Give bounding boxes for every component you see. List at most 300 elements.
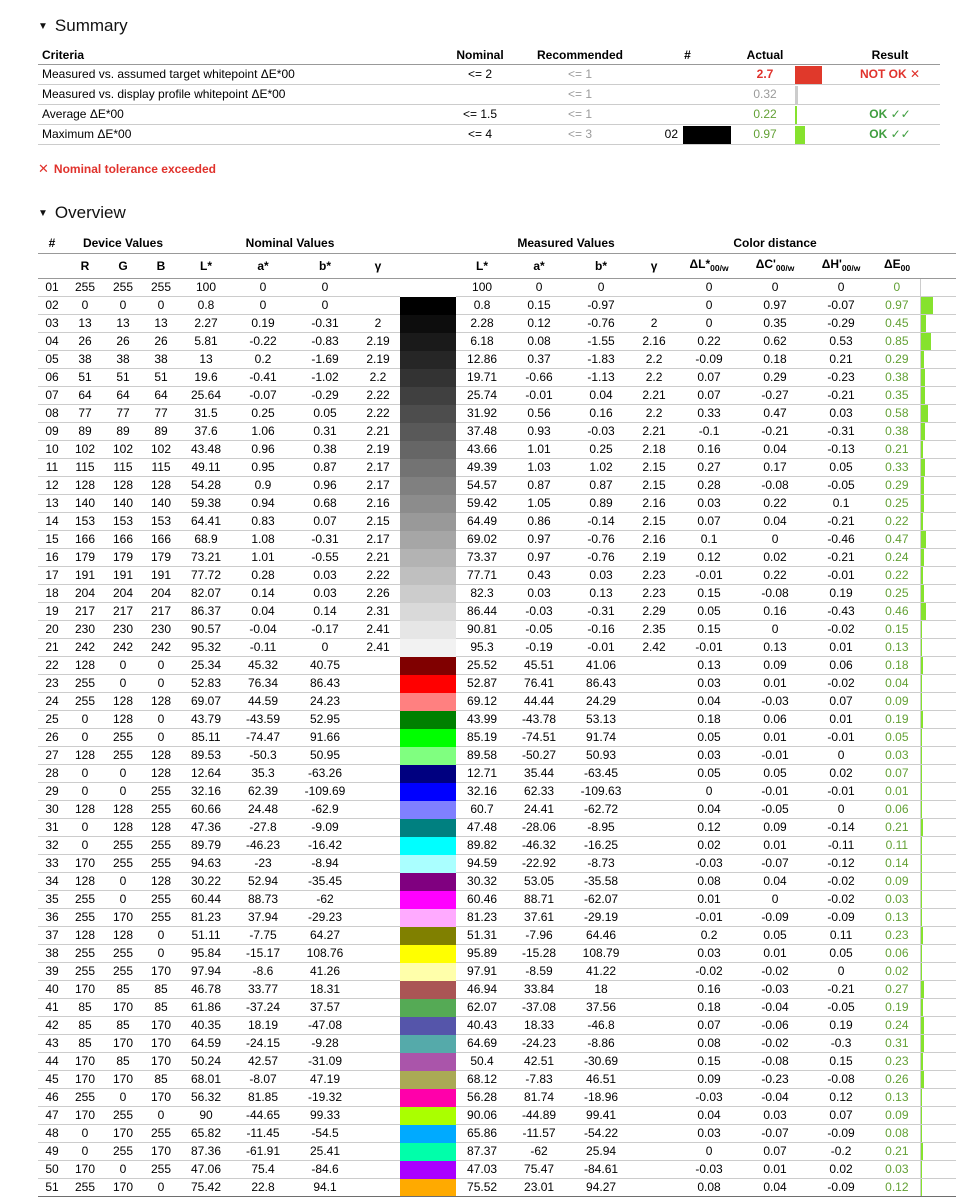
device-g: 255 bbox=[104, 855, 142, 873]
delta-e-bar-cell bbox=[920, 927, 956, 945]
measured-lstar: 64.69 bbox=[456, 1035, 508, 1053]
measured-gamma bbox=[632, 1035, 676, 1053]
delta-e-value: 0.19 bbox=[874, 711, 920, 729]
device-b: 153 bbox=[142, 513, 180, 531]
delta-h-value: -0.11 bbox=[808, 837, 874, 855]
delta-c-value: 0 bbox=[742, 531, 808, 549]
subheader-blank bbox=[38, 254, 66, 279]
delta-e-bar bbox=[921, 477, 925, 494]
device-g: 128 bbox=[104, 693, 142, 711]
nominal-gamma bbox=[356, 1107, 400, 1125]
device-r: 128 bbox=[66, 477, 104, 495]
recommended-cell: <= 1 bbox=[520, 65, 640, 85]
delta-e-bar-cell bbox=[920, 549, 956, 567]
color-patch bbox=[400, 693, 456, 711]
patch-index: 36 bbox=[38, 909, 66, 927]
delta-e-bar-cell bbox=[920, 513, 956, 531]
subheader-measured-astar: a* bbox=[508, 254, 570, 279]
device-r: 170 bbox=[66, 981, 104, 999]
measured-astar: -24.23 bbox=[508, 1035, 570, 1053]
delta-e-bar bbox=[921, 945, 922, 962]
delta-c-value: 0.22 bbox=[742, 495, 808, 513]
nominal-bstar: -29.23 bbox=[294, 909, 356, 927]
delta-h-value: 0.06 bbox=[808, 657, 874, 675]
color-patch bbox=[400, 711, 456, 729]
patch-row bbox=[38, 1143, 956, 1161]
delta-l-value: 0.01 bbox=[676, 891, 742, 909]
device-g: 51 bbox=[104, 369, 142, 387]
subheader-swatch bbox=[400, 254, 456, 279]
delta-h-value: -0.09 bbox=[808, 909, 874, 927]
patch-row bbox=[38, 855, 956, 873]
measured-astar: -37.08 bbox=[508, 999, 570, 1017]
nominal-lstar: 25.64 bbox=[180, 387, 232, 405]
nominal-astar: -23 bbox=[232, 855, 294, 873]
device-r: 38 bbox=[66, 351, 104, 369]
measured-bstar: 0.25 bbox=[570, 441, 632, 459]
measured-bstar: 99.41 bbox=[570, 1107, 632, 1125]
delta-e-bar-cell bbox=[920, 1053, 956, 1071]
patch-row bbox=[38, 765, 956, 783]
delta-e-value: 0.27 bbox=[874, 981, 920, 999]
color-patch bbox=[400, 963, 456, 981]
nominal-bstar: -1.69 bbox=[294, 351, 356, 369]
measured-gamma bbox=[632, 1053, 676, 1071]
delta-h-value: 0.01 bbox=[808, 639, 874, 657]
device-g: 166 bbox=[104, 531, 142, 549]
measured-gamma bbox=[632, 297, 676, 315]
delta-e-value: 0.45 bbox=[874, 315, 920, 333]
nominal-bstar: 64.27 bbox=[294, 927, 356, 945]
measured-lstar: 47.48 bbox=[456, 819, 508, 837]
measured-gamma: 2.35 bbox=[632, 621, 676, 639]
device-g: 128 bbox=[104, 477, 142, 495]
measured-gamma bbox=[632, 765, 676, 783]
nominal-bstar: 0.96 bbox=[294, 477, 356, 495]
delta-e-bar bbox=[921, 1161, 922, 1178]
measured-lstar: 60.46 bbox=[456, 891, 508, 909]
collapse-triangle-icon[interactable]: ▼ bbox=[38, 21, 48, 32]
actual-value: 2.7 bbox=[735, 65, 795, 85]
nominal-bstar: 0.05 bbox=[294, 405, 356, 423]
measured-lstar: 0.8 bbox=[456, 297, 508, 315]
color-patch bbox=[400, 1179, 456, 1197]
patch-index: 01 bbox=[38, 279, 66, 297]
nominal-bstar: 0.03 bbox=[294, 567, 356, 585]
color-patch bbox=[400, 567, 456, 585]
delta-e-value: 0.02 bbox=[874, 963, 920, 981]
measured-lstar: 97.91 bbox=[456, 963, 508, 981]
nominal-lstar: 43.79 bbox=[180, 711, 232, 729]
delta-e-bar-cell bbox=[920, 1161, 956, 1179]
measured-gamma bbox=[632, 747, 676, 765]
color-patch bbox=[400, 585, 456, 603]
device-r: 0 bbox=[66, 783, 104, 801]
nominal-gamma: 2.31 bbox=[356, 603, 400, 621]
summary-title: Summary bbox=[54, 16, 128, 35]
device-r: 0 bbox=[66, 819, 104, 837]
device-g: 102 bbox=[104, 441, 142, 459]
measured-bstar: -0.14 bbox=[570, 513, 632, 531]
measured-astar: -8.59 bbox=[508, 963, 570, 981]
delta-l-value: 0.33 bbox=[676, 405, 742, 423]
color-patch bbox=[400, 1089, 456, 1107]
nominal-bstar: 0.31 bbox=[294, 423, 356, 441]
delta-e-value: 0.08 bbox=[874, 1125, 920, 1143]
delta-e-value: 0.11 bbox=[874, 837, 920, 855]
delta-c-value: -0.03 bbox=[742, 693, 808, 711]
patch-index: 34 bbox=[38, 873, 66, 891]
device-r: 242 bbox=[66, 639, 104, 657]
measured-lstar: 25.74 bbox=[456, 387, 508, 405]
delta-e-value: 0.09 bbox=[874, 873, 920, 891]
tolerance-note-text: Nominal tolerance exceeded bbox=[53, 162, 216, 176]
patch-index: 40 bbox=[38, 981, 66, 999]
delta-l-value: 0.18 bbox=[676, 999, 742, 1017]
nominal-bstar: 99.33 bbox=[294, 1107, 356, 1125]
delta-e-value: 0.01 bbox=[874, 783, 920, 801]
device-g: 255 bbox=[104, 1143, 142, 1161]
device-r: 255 bbox=[66, 693, 104, 711]
device-g: 0 bbox=[104, 1089, 142, 1107]
measured-astar: 62.33 bbox=[508, 783, 570, 801]
device-r: 128 bbox=[66, 873, 104, 891]
delta-c-value: -0.01 bbox=[742, 747, 808, 765]
measured-lstar: 54.57 bbox=[456, 477, 508, 495]
subheader-nominal-bstar: b* bbox=[294, 254, 356, 279]
delta-l-value: 0.07 bbox=[676, 513, 742, 531]
nominal-astar: 1.08 bbox=[232, 531, 294, 549]
actual-bar-cell bbox=[795, 105, 840, 125]
delta-e-bar-cell bbox=[920, 531, 956, 549]
patch-row bbox=[38, 495, 956, 513]
nominal-bstar: 0 bbox=[294, 639, 356, 657]
delta-l-value: 0.03 bbox=[676, 675, 742, 693]
delta-e-bar bbox=[921, 1071, 924, 1088]
delta-e-bar bbox=[921, 747, 922, 764]
device-g: 0 bbox=[104, 297, 142, 315]
patch-row bbox=[38, 783, 956, 801]
measured-astar: -43.78 bbox=[508, 711, 570, 729]
patch-row bbox=[38, 603, 956, 621]
device-r: 255 bbox=[66, 909, 104, 927]
delta-l-value: 0.03 bbox=[676, 747, 742, 765]
delta-e-value: 0.46 bbox=[874, 603, 920, 621]
delta-e-value: 0.06 bbox=[874, 945, 920, 963]
nominal-gamma bbox=[356, 909, 400, 927]
measured-bstar: 24.29 bbox=[570, 693, 632, 711]
nominal-gamma bbox=[356, 1179, 400, 1197]
col-header-nominal: Nominal bbox=[440, 46, 520, 65]
measured-gamma: 2.15 bbox=[632, 513, 676, 531]
device-b: 204 bbox=[142, 585, 180, 603]
delta-h-value: 0 bbox=[808, 963, 874, 981]
nominal-bstar: 40.75 bbox=[294, 657, 356, 675]
nominal-bstar: 0.38 bbox=[294, 441, 356, 459]
delta-c-value: -0.02 bbox=[742, 1035, 808, 1053]
nominal-astar: -0.41 bbox=[232, 369, 294, 387]
nominal-astar: -61.91 bbox=[232, 1143, 294, 1161]
overview-heading[interactable] bbox=[38, 203, 958, 223]
nominal-bstar: -62.9 bbox=[294, 801, 356, 819]
patch-index: 26 bbox=[38, 729, 66, 747]
delta-e-bar bbox=[921, 765, 922, 782]
delta-c-value: 0.22 bbox=[742, 567, 808, 585]
patch-index: 50 bbox=[38, 1161, 66, 1179]
nominal-cell: <= 2 bbox=[440, 65, 520, 85]
nominal-bstar: -0.31 bbox=[294, 315, 356, 333]
nominal-gamma bbox=[356, 1125, 400, 1143]
delta-e-value: 0.23 bbox=[874, 1053, 920, 1071]
delta-e-value: 0.18 bbox=[874, 657, 920, 675]
delta-e-bar-cell bbox=[920, 657, 956, 675]
delta-c-value: 0.17 bbox=[742, 459, 808, 477]
patch-index: 13 bbox=[38, 495, 66, 513]
measured-gamma bbox=[632, 1143, 676, 1161]
device-b: 13 bbox=[142, 315, 180, 333]
delta-h-value: 0.1 bbox=[808, 495, 874, 513]
measured-astar: -0.03 bbox=[508, 603, 570, 621]
device-r: 255 bbox=[66, 675, 104, 693]
delta-h-value: 0.03 bbox=[808, 405, 874, 423]
delta-e-value: 0.03 bbox=[874, 891, 920, 909]
device-r: 0 bbox=[66, 1125, 104, 1143]
device-g: 128 bbox=[104, 801, 142, 819]
measured-lstar: 65.86 bbox=[456, 1125, 508, 1143]
delta-l-value: 0.08 bbox=[676, 873, 742, 891]
delta-c-value: -0.04 bbox=[742, 1089, 808, 1107]
recommended-cell: <= 1 bbox=[520, 85, 640, 105]
patch-number-cell bbox=[640, 125, 735, 145]
device-r: 255 bbox=[66, 1089, 104, 1107]
device-g: 85 bbox=[104, 1053, 142, 1071]
delta-l-value: 0.07 bbox=[676, 369, 742, 387]
delta-h-value: -0.31 bbox=[808, 423, 874, 441]
delta-e-value: 0.09 bbox=[874, 693, 920, 711]
nominal-astar: 0.83 bbox=[232, 513, 294, 531]
device-b: 38 bbox=[142, 351, 180, 369]
nominal-astar: -46.23 bbox=[232, 837, 294, 855]
criteria-cell: Average ΔE*00 bbox=[38, 105, 440, 125]
patch-row bbox=[38, 657, 956, 675]
delta-e-bar-cell bbox=[920, 405, 956, 423]
nominal-cell bbox=[440, 85, 520, 105]
summary-heading[interactable] bbox=[38, 16, 958, 36]
patch-row bbox=[38, 945, 956, 963]
delta-e-bar-cell bbox=[920, 477, 956, 495]
device-r: 140 bbox=[66, 495, 104, 513]
patch-row bbox=[38, 1035, 956, 1053]
measured-bstar: 0.03 bbox=[570, 567, 632, 585]
measured-gamma: 2.18 bbox=[632, 441, 676, 459]
collapse-triangle-icon[interactable]: ▼ bbox=[38, 208, 48, 219]
delta-l-value: 0.08 bbox=[676, 1179, 742, 1197]
device-r: 179 bbox=[66, 549, 104, 567]
delta-e-bar bbox=[921, 927, 924, 944]
delta-h-value: -0.08 bbox=[808, 1071, 874, 1089]
summary-header-row bbox=[38, 46, 940, 65]
color-patch bbox=[400, 837, 456, 855]
summary-table-body bbox=[38, 65, 940, 145]
delta-h-value: -0.21 bbox=[808, 387, 874, 405]
delta-e-value: 0.97 bbox=[874, 297, 920, 315]
color-patch bbox=[400, 819, 456, 837]
measured-bstar: 64.46 bbox=[570, 927, 632, 945]
patch-index: 21 bbox=[38, 639, 66, 657]
nominal-astar: 76.34 bbox=[232, 675, 294, 693]
device-g: 115 bbox=[104, 459, 142, 477]
delta-e-bar-cell bbox=[920, 1179, 956, 1197]
nominal-bstar: 41.26 bbox=[294, 963, 356, 981]
delta-h-value: 0.02 bbox=[808, 1161, 874, 1179]
delta-e-value: 0.06 bbox=[874, 801, 920, 819]
subheader-nominal-gamma: γ bbox=[356, 254, 400, 279]
device-g: 0 bbox=[104, 675, 142, 693]
color-patch bbox=[400, 927, 456, 945]
patch-row bbox=[38, 621, 956, 639]
device-b: 89 bbox=[142, 423, 180, 441]
delta-h-value: -0.01 bbox=[808, 783, 874, 801]
patch-row bbox=[38, 729, 956, 747]
device-b: 255 bbox=[142, 855, 180, 873]
delta-c-value: 0.97 bbox=[742, 297, 808, 315]
group-header-bar-spacer bbox=[920, 233, 956, 254]
delta-e-value: 0.13 bbox=[874, 909, 920, 927]
color-patch bbox=[400, 549, 456, 567]
delta-e-value: 0.21 bbox=[874, 1143, 920, 1161]
nominal-bstar: 0 bbox=[294, 279, 356, 297]
nominal-bstar: -63.26 bbox=[294, 765, 356, 783]
measured-astar: -15.28 bbox=[508, 945, 570, 963]
measured-astar: 37.61 bbox=[508, 909, 570, 927]
device-b: 0 bbox=[142, 729, 180, 747]
device-b: 64 bbox=[142, 387, 180, 405]
color-patch bbox=[400, 765, 456, 783]
measured-bstar: 0.87 bbox=[570, 477, 632, 495]
summary-row bbox=[38, 125, 940, 145]
delta-l-value: 0.07 bbox=[676, 387, 742, 405]
delta-c-value: 0.62 bbox=[742, 333, 808, 351]
subheader-green: G bbox=[104, 254, 142, 279]
nominal-lstar: 64.59 bbox=[180, 1035, 232, 1053]
measured-gamma: 2.16 bbox=[632, 495, 676, 513]
delta-h-value: 0.15 bbox=[808, 1053, 874, 1071]
delta-h-value: -0.46 bbox=[808, 531, 874, 549]
device-b: 0 bbox=[142, 657, 180, 675]
measured-bstar: -8.73 bbox=[570, 855, 632, 873]
actual-bar-cell bbox=[795, 65, 840, 85]
device-b: 85 bbox=[142, 981, 180, 999]
delta-e-bar bbox=[921, 351, 925, 368]
nominal-astar: 1.01 bbox=[232, 549, 294, 567]
delta-l-value: 0.18 bbox=[676, 711, 742, 729]
nominal-bstar: -9.09 bbox=[294, 819, 356, 837]
measured-astar: 44.44 bbox=[508, 693, 570, 711]
delta-h-value: -0.21 bbox=[808, 981, 874, 999]
measured-gamma bbox=[632, 1179, 676, 1197]
device-r: 170 bbox=[66, 1107, 104, 1125]
measured-astar: -0.05 bbox=[508, 621, 570, 639]
measured-astar: -28.06 bbox=[508, 819, 570, 837]
nominal-lstar: 0.8 bbox=[180, 297, 232, 315]
delta-e-bar bbox=[921, 333, 932, 350]
patch-index: 48 bbox=[38, 1125, 66, 1143]
nominal-astar: 0.14 bbox=[232, 585, 294, 603]
device-g: 170 bbox=[104, 1179, 142, 1197]
nominal-gamma: 2.19 bbox=[356, 333, 400, 351]
nominal-gamma bbox=[356, 675, 400, 693]
nominal-gamma: 2.17 bbox=[356, 531, 400, 549]
device-b: 102 bbox=[142, 441, 180, 459]
nominal-astar: 0.04 bbox=[232, 603, 294, 621]
device-r: 102 bbox=[66, 441, 104, 459]
delta-c-value: 0.18 bbox=[742, 351, 808, 369]
patch-index: 47 bbox=[38, 1107, 66, 1125]
delta-l-value: 0 bbox=[676, 783, 742, 801]
device-g: 0 bbox=[104, 891, 142, 909]
measured-astar: 1.05 bbox=[508, 495, 570, 513]
color-patch bbox=[400, 675, 456, 693]
device-r: 255 bbox=[66, 963, 104, 981]
delta-e-value: 0.13 bbox=[874, 1089, 920, 1107]
overview-section bbox=[38, 203, 958, 1197]
patch-number: 02 bbox=[664, 127, 678, 141]
device-b: 170 bbox=[142, 963, 180, 981]
color-patch bbox=[400, 459, 456, 477]
delta-h-value: 0.07 bbox=[808, 1107, 874, 1125]
delta-h-value: -0.2 bbox=[808, 1143, 874, 1161]
delta-e-bar bbox=[921, 693, 922, 710]
measured-astar: -44.89 bbox=[508, 1107, 570, 1125]
patch-index: 43 bbox=[38, 1035, 66, 1053]
nominal-astar: 33.77 bbox=[232, 981, 294, 999]
nominal-lstar: 75.42 bbox=[180, 1179, 232, 1197]
delta-e-bar-cell bbox=[920, 783, 956, 801]
delta-c-value: -0.08 bbox=[742, 477, 808, 495]
measured-bstar: -35.58 bbox=[570, 873, 632, 891]
delta-e-bar-cell bbox=[920, 459, 956, 477]
color-patch bbox=[400, 1035, 456, 1053]
device-b: 140 bbox=[142, 495, 180, 513]
delta-e-value: 0.14 bbox=[874, 855, 920, 873]
nominal-astar: -0.04 bbox=[232, 621, 294, 639]
nominal-gamma: 2.26 bbox=[356, 585, 400, 603]
max-error-patch bbox=[683, 126, 731, 144]
measured-gamma: 2.16 bbox=[632, 531, 676, 549]
delta-e-bar bbox=[921, 801, 922, 818]
overview-sub-header-row bbox=[38, 254, 956, 279]
delta-l-value: -0.03 bbox=[676, 1161, 742, 1179]
delta-h-value: -0.02 bbox=[808, 621, 874, 639]
delta-e-bar bbox=[921, 1143, 924, 1160]
nominal-gamma bbox=[356, 1017, 400, 1035]
device-b: 128 bbox=[142, 819, 180, 837]
measured-astar: 45.51 bbox=[508, 657, 570, 675]
nominal-lstar: 32.16 bbox=[180, 783, 232, 801]
nominal-lstar: 82.07 bbox=[180, 585, 232, 603]
delta-e-bar bbox=[921, 297, 933, 314]
patch-row bbox=[38, 333, 956, 351]
device-g: 191 bbox=[104, 567, 142, 585]
nominal-bstar: -109.69 bbox=[294, 783, 356, 801]
device-g: 128 bbox=[104, 927, 142, 945]
result-value: NOT OK ✕ bbox=[840, 65, 940, 85]
summary-row bbox=[38, 85, 940, 105]
nominal-gamma bbox=[356, 837, 400, 855]
patch-index: 44 bbox=[38, 1053, 66, 1071]
nominal-astar: 1.06 bbox=[232, 423, 294, 441]
device-b: 255 bbox=[142, 801, 180, 819]
